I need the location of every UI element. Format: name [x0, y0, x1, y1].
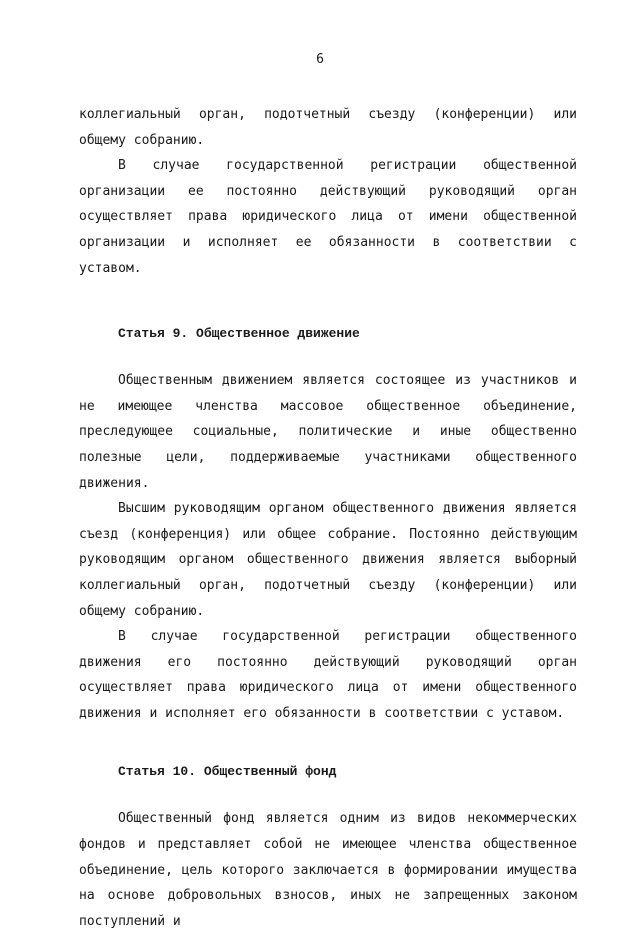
document-body: [79, 102, 577, 934]
paragraph-registration-organization: В случае государственной регистрации общественной организации ее постоянно действующий руководящий орган осуществляет права юридического лица от имени общественной организации и исполняет ее обязанности в соответствии с уставом.: [79, 158, 577, 276]
article-9-heading: Статья 9. Общественное движение: [118, 326, 360, 342]
article-9-paragraph-1: Общественным движением является состоящее из участников и не имеющее членства массовое общественное объединение, преследующее социальные, политические и иные общественно полезные цели, поддерживаемые участниками общественного движения.: [79, 373, 577, 491]
article-10-paragraph-1: Общественный фонд является одним из видов некоммерческих фондов и представляет собой не имеющее членства общественное объединение, цель которого заключается в формировании имущества на основе добровольных взносов, иных не запрещенных законом поступлений и: [79, 811, 577, 929]
article-9-paragraph-2: Высшим руководящим органом общественного движения является съезд (конференция) или общее собрание. Постоянно действующим руководящим органом общественного движения является выборный коллегиальный орган, подотчетный съезду (конференции) или общему собранию.: [79, 501, 577, 619]
article-10-heading: Статья 10. Общественный фонд: [118, 764, 337, 780]
article-9-paragraph-3: В случае государственной регистрации общественного движения его постоянно действующий руководящий орган осуществляет права юридического лица от имени общественного движения и исполняет его обязанности в соответствии с уставом.: [79, 629, 577, 721]
paragraph-continuation: коллегиальный орган, подотчетный съезду (конференции) или общему собранию.: [79, 107, 577, 148]
page-number: 6: [316, 52, 324, 67]
